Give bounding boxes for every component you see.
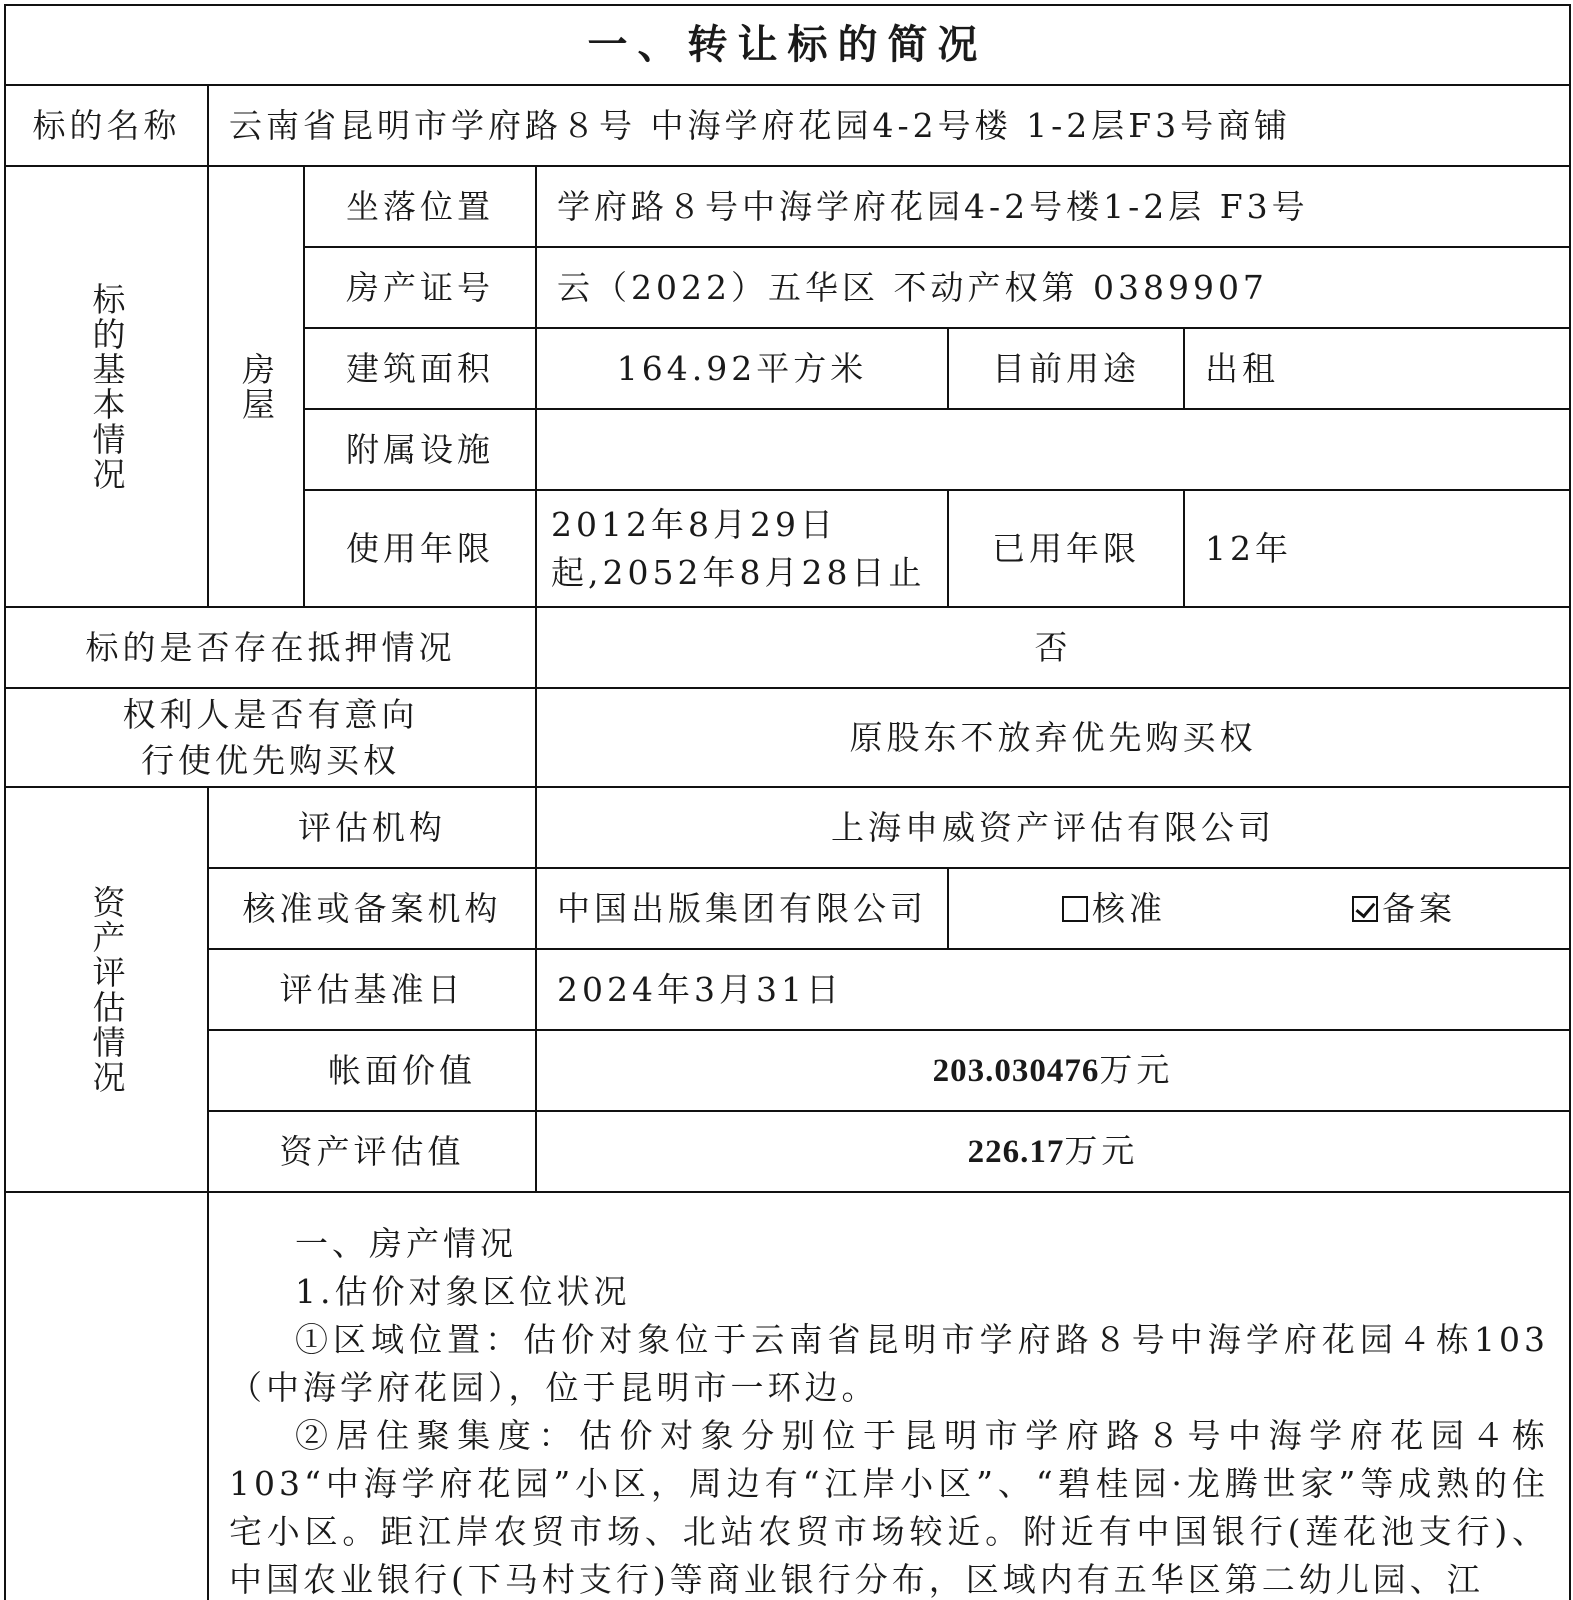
approval-option-filing[interactable]: 备案 [1352, 885, 1456, 933]
appraised-value-number: 226.17 [967, 1134, 1065, 1170]
approval-option-approve[interactable]: 核准 [1062, 885, 1166, 933]
current-use-value: 出租 [1184, 328, 1570, 409]
description-left-blank [5, 1192, 208, 1600]
description-paragraph: ①区域位置：估价对象位于云南省昆明市学府路８号中海学府花园４栋103（中海学府花园），位于昆明市一环边。 [229, 1320, 1550, 1407]
appraisal-agency-value: 上海申威资产评估有限公司 [536, 787, 1570, 868]
description-heading: 一、房产情况 [295, 1224, 517, 1263]
appraisal-section-label: 资产评估情况 [5, 787, 208, 1192]
approval-agency-value: 中国出版集团有限公司 [536, 868, 948, 949]
book-value-value [536, 1030, 1570, 1111]
facilities-label: 附属设施 [304, 409, 536, 490]
preemption-value: 原股东不放弃优先购买权 [536, 688, 1570, 787]
preemption-label: 权利人是否有意向行使优先购买权 [5, 688, 536, 787]
term-label: 使用年限 [304, 490, 536, 607]
base-date-value: 2024年3月31日 [536, 949, 1570, 1030]
book-value-label: 帐面价值 [208, 1030, 536, 1111]
used-term-label: 已用年限 [948, 490, 1184, 607]
subject-name-value: 云南省昆明市学府路８号 中海学府花园4-2号楼 1-2层F3号商铺 [208, 85, 1570, 166]
transfer-summary-table [4, 4, 1571, 1600]
appraisal-agency-label: 评估机构 [208, 787, 536, 868]
checked-box-icon [1352, 896, 1378, 922]
used-term-value: 12年 [1184, 490, 1570, 607]
basic-info-section-label: 标的基本情况 [5, 166, 208, 607]
term-value: 2012年8月29日起,2052年8月28日止 [536, 490, 948, 607]
house-label: 房屋 [208, 166, 304, 607]
location-value: 学府路８号中海学府花园4-2号楼1-2层 F3号 [536, 166, 1570, 247]
property-description [208, 1192, 1570, 1600]
approval-type-options [948, 868, 1570, 949]
cert-no-label: 房产证号 [304, 247, 536, 328]
base-date-label: 评估基准日 [208, 949, 536, 1030]
facilities-value [536, 409, 1570, 490]
book-value-unit: 万元 [1099, 1050, 1174, 1089]
cert-no-value: 云（2022）五华区 不动产权第 0389907 [536, 247, 1570, 328]
unchecked-box-icon [1062, 896, 1088, 922]
description-subheading: 1.估价对象区位状况 [295, 1272, 631, 1311]
current-use-label: 目前用途 [948, 328, 1184, 409]
location-label: 坐落位置 [304, 166, 536, 247]
mortgage-value: 否 [536, 607, 1570, 688]
subject-name-label: 标的名称 [5, 85, 208, 166]
area-value: 164.92平方米 [536, 328, 948, 409]
appraised-value-unit: 万元 [1064, 1131, 1139, 1170]
table-title: 一、转让标的简况 [5, 5, 1570, 85]
mortgage-label: 标的是否存在抵押情况 [5, 607, 536, 688]
book-value-number: 203.030476 [932, 1053, 1100, 1089]
area-label: 建筑面积 [304, 328, 536, 409]
description-paragraph: ②居住聚集度：估价对象分别位于昆明市学府路８号中海学府花园４栋103“中海学府花园”小区，周边有“江岸小区”、“碧桂园·龙腾世家”等成熟的住宅小区。距江岸农贸市场、北站农贸市场较近。附近有中国银行(莲花池支行)、中国农业银行(下马村支行)等商业银行分布，区域内有五华区第二幼儿园、江 [229, 1416, 1550, 1599]
appraised-value-label: 资产评估值 [208, 1111, 536, 1192]
approval-agency-label: 核准或备案机构 [208, 868, 536, 949]
appraised-value-value [536, 1111, 1570, 1192]
